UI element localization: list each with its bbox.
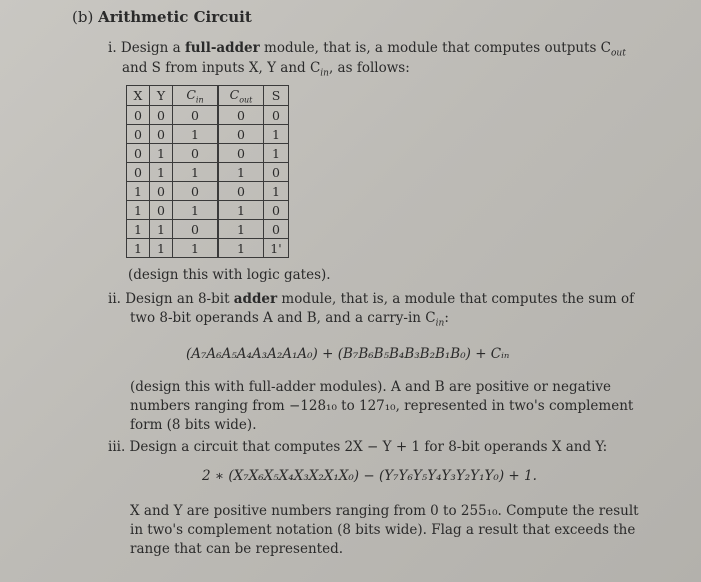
item-iii-note1: X and Y are positive numbers ranging from 0 to 255₁₀. Compute the result	[130, 503, 639, 519]
table-cell: 0	[173, 220, 219, 239]
item-ii-line2-text: two 8-bit operands A and B, and a carry-in C	[130, 310, 436, 326]
table-cell: 0	[218, 182, 264, 201]
table-cell: 0	[150, 182, 173, 201]
item-ii-line2-sub: in	[435, 318, 445, 329]
item-ii-note1: (design this with full-adder modules). A and B are positive or negative	[130, 379, 611, 395]
table-row	[127, 220, 289, 239]
item-iii-note3: range that can be represented.	[130, 541, 344, 557]
item-iii-line1	[108, 438, 688, 456]
table-cell: 1	[127, 239, 150, 258]
table-cell: 1	[150, 239, 173, 258]
table-cell: 1	[218, 220, 264, 239]
table-cell: 0	[218, 144, 264, 163]
header-s: S	[264, 86, 289, 106]
table-cell: 0	[264, 163, 289, 182]
item-ii-formula: (A₇A₆A₅A₄A₃A₂A₁A₀) + (B₇B₆B₅B₄B₃B₂B₁B₀) + Cᵢₙ	[186, 346, 510, 362]
design-note: (design this with logic gates).	[128, 267, 331, 283]
table-cell: 0	[127, 163, 150, 182]
header-y: Y	[150, 86, 173, 106]
table-cell: 1	[264, 125, 289, 144]
header-cin: $C_{in}$	[173, 86, 219, 106]
item-ii-num: ii.	[108, 291, 121, 307]
item-ii-line1	[108, 290, 678, 308]
table-row	[127, 163, 289, 182]
item-ii-bold: adder	[233, 291, 278, 307]
table-row	[127, 182, 289, 201]
truth-table-header	[127, 86, 289, 106]
item-ii-rest: module, that is, a module that computes the sum of	[277, 291, 635, 307]
table-cell: 0	[150, 106, 173, 125]
item-iii-formula: 2 ∗ (X₇X₆X₅X₄X₃X₂X₁X₀) − (Y₇Y₆Y₅Y₄Y₃Y₂Y₁Y₀) + 1.	[202, 468, 537, 484]
table-cell: 1'	[264, 239, 289, 258]
item-i-num: i.	[108, 40, 117, 56]
item-i-line2	[122, 59, 682, 83]
table-cell: 1	[150, 220, 173, 239]
table-cell: 0	[150, 201, 173, 220]
item-ii-lead: Design an 8-bit	[125, 291, 234, 307]
item-ii-note3: form (8 bits wide).	[130, 417, 257, 433]
table-cell: 1	[127, 182, 150, 201]
section-title: Arithmetic Circuit	[98, 8, 252, 26]
table-row	[127, 106, 289, 125]
table-cell: 0	[127, 106, 150, 125]
table-cell: 1	[150, 144, 173, 163]
table-cell: 0	[127, 125, 150, 144]
table-cell: 1	[264, 144, 289, 163]
item-i-cin-sub: in	[320, 68, 329, 79]
table-cell: 0	[218, 125, 264, 144]
table-row	[127, 201, 289, 220]
header-cout: $C_{out}$	[218, 86, 264, 106]
item-i-rest: module, that is, a module that computes outputs C	[259, 40, 612, 56]
table-cell: 0	[218, 106, 264, 125]
section-label: (b)	[72, 8, 94, 26]
table-cell: 1	[173, 125, 219, 144]
item-i-bold: full-adder	[184, 40, 260, 56]
item-i-lead: Design a	[120, 40, 185, 56]
table-cell: 1	[127, 201, 150, 220]
table-cell: 0	[264, 201, 289, 220]
table-row	[127, 144, 289, 163]
section-heading	[72, 8, 252, 26]
item-iii-num: iii.	[108, 439, 126, 455]
table-row	[127, 125, 289, 144]
table-cell: 1	[150, 163, 173, 182]
item-iii-note2: in two's complement notation (8 bits wide). Flag a result that exceeds the	[130, 522, 636, 538]
item-i-cout-sub: out	[611, 48, 626, 59]
table-cell: 1	[218, 163, 264, 182]
table-cell: 0	[150, 125, 173, 144]
item-i-line2-end: , as follows:	[328, 60, 410, 76]
table-cell: 0	[264, 106, 289, 125]
table-cell: 1	[264, 182, 289, 201]
table-cell: 0	[173, 182, 219, 201]
truth-table	[126, 85, 289, 258]
table-cell: 0	[173, 144, 219, 163]
header-x: X	[127, 86, 150, 106]
item-ii-note2: numbers ranging from −128₁₀ to 127₁₀, represented in two's complement	[130, 398, 634, 414]
table-cell: 1	[173, 163, 219, 182]
table-cell: 0	[127, 144, 150, 163]
table-cell: 1	[173, 201, 219, 220]
item-i-line2-text: and S from inputs X, Y and C	[122, 60, 321, 76]
item-ii-line2	[130, 309, 690, 333]
table-cell: 1	[173, 239, 219, 258]
table-cell: 1	[218, 201, 264, 220]
table-row	[127, 239, 289, 258]
item-iii-text: Design a circuit that computes 2X − Y + 1 for 8-bit operands X and Y:	[129, 439, 608, 455]
table-cell: 1	[127, 220, 150, 239]
table-cell: 0	[264, 220, 289, 239]
table-cell: 1	[218, 239, 264, 258]
table-cell: 0	[173, 106, 219, 125]
item-ii-line2-end: :	[444, 310, 449, 326]
